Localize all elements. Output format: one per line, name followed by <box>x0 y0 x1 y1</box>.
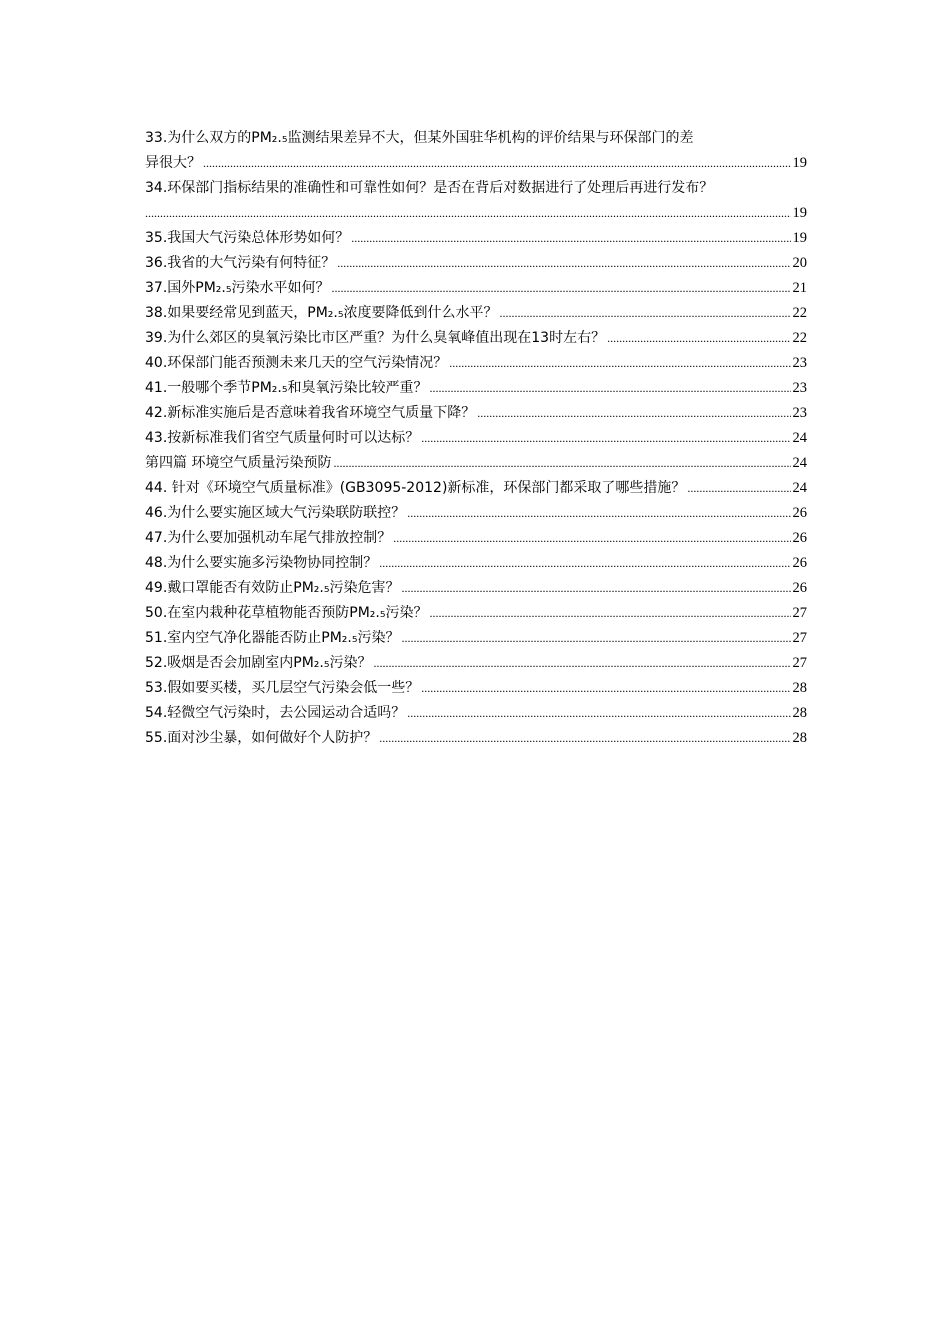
toc-entry-text: 39.为什么郊区的臭氧污染比市区严重？为什么臭氧峰值出现在13时左右？ <box>145 330 606 346</box>
toc-entry[interactable] <box>145 526 807 551</box>
toc-entry-text: 50.在室内栽种花草植物能否预防PM₂.₅污染？ <box>145 605 428 621</box>
toc-entry[interactable] <box>145 501 807 526</box>
toc-entry-text: 异很大？ <box>145 155 201 171</box>
page-number: 26 <box>792 555 807 571</box>
dot-leader <box>607 326 790 351</box>
dot-leader <box>333 451 790 476</box>
dot-leader <box>429 376 790 401</box>
toc-entry-text: 48.为什么要实施多污染物协同控制？ <box>145 555 378 571</box>
dot-leader <box>401 626 790 651</box>
page-number: 24 <box>792 455 807 471</box>
page-number: 23 <box>792 380 807 396</box>
toc-entry[interactable] <box>145 226 807 251</box>
dot-leader <box>421 676 790 701</box>
toc-entry-text: 第四篇 环境空气质量污染预防 <box>145 455 332 471</box>
page-number: 24 <box>792 480 807 496</box>
dot-leader <box>421 426 790 451</box>
dot-leader <box>407 501 790 526</box>
page-number: 19 <box>792 155 807 171</box>
page-number: 21 <box>792 280 807 296</box>
toc-entry[interactable] <box>145 701 807 726</box>
toc-entry-text: 55.面对沙尘暴，如何做好个人防护？ <box>145 730 378 746</box>
toc-entry[interactable] <box>145 276 807 301</box>
page-number: 26 <box>792 580 807 596</box>
toc-entry[interactable] <box>145 551 807 576</box>
toc-entry-text: 47.为什么要加强机动车尾气排放控制？ <box>145 530 392 546</box>
page-number: 23 <box>792 355 807 371</box>
toc-entry-text: 51.室内空气净化器能否防止PM₂.₅污染？ <box>145 630 400 646</box>
toc-entry-text: 54.轻微空气污染时，去公园运动合适吗？ <box>145 705 406 721</box>
toc-entry-text: 38.如果要经常见到蓝天，PM₂.₅浓度要降低到什么水平？ <box>145 305 498 321</box>
toc-entry-text: 40.环保部门能否预测未来几天的空气污染情况？ <box>145 355 448 371</box>
page-number: 19 <box>792 205 807 221</box>
toc-entry[interactable] <box>145 451 807 476</box>
toc-entry[interactable] <box>145 651 807 676</box>
toc-entry-text: 33.为什么双方的PM₂.₅监测结果差异不大，但某外国驻华机构的评价结果与环保部门的差 <box>145 130 694 146</box>
toc-entry[interactable] <box>145 301 807 326</box>
toc-entry-text: 34.环保部门指标结果的准确性和可靠性如何？是否在背后对数据进行了处理后再进行发布？ <box>145 180 714 196</box>
toc-entry[interactable] <box>145 676 807 701</box>
toc-entry-text: 43.按新标准我们省空气质量何时可以达标？ <box>145 430 420 446</box>
toc-entry[interactable] <box>145 726 807 751</box>
toc-entry[interactable] <box>145 376 807 401</box>
page-number: 27 <box>792 605 807 621</box>
page-number: 26 <box>792 530 807 546</box>
page-number: 28 <box>792 680 807 696</box>
toc-entry-text: 36.我省的大气污染有何特征？ <box>145 255 336 271</box>
dot-leader <box>449 351 790 376</box>
toc-entry-text: 41.一般哪个季节PM₂.₅和臭氧污染比较严重？ <box>145 380 428 396</box>
toc-entry[interactable] <box>145 126 807 176</box>
dot-leader <box>379 726 790 751</box>
page-number: 27 <box>792 630 807 646</box>
page-number: 19 <box>792 230 807 246</box>
page-number: 27 <box>792 655 807 671</box>
dot-leader <box>477 401 790 426</box>
page-number: 24 <box>792 430 807 446</box>
table-of-contents <box>145 126 807 751</box>
toc-entry-text: 46.为什么要实施区域大气污染联防联控？ <box>145 505 406 521</box>
page-number: 26 <box>792 505 807 521</box>
toc-entry[interactable] <box>145 576 807 601</box>
toc-entry[interactable] <box>145 401 807 426</box>
toc-entry[interactable] <box>145 601 807 626</box>
dot-leader <box>429 601 790 626</box>
dot-leader <box>337 251 790 276</box>
toc-entry-text: 53.假如要买楼，买几层空气污染会低一些？ <box>145 680 420 696</box>
dot-leader <box>687 476 790 501</box>
page-number: 22 <box>792 305 807 321</box>
page-number: 28 <box>792 730 807 746</box>
toc-entry-text: 44. 针对《环境空气质量标准》(GB3095-2012)新标准，环保部门都采取了哪些措施？ <box>145 480 686 496</box>
dot-leader <box>379 551 790 576</box>
toc-entry-text: 37.国外PM₂.₅污染水平如何？ <box>145 280 330 296</box>
dot-leader <box>331 276 790 301</box>
page-number: 20 <box>792 255 807 271</box>
dot-leader <box>203 151 791 176</box>
dot-leader <box>373 651 790 676</box>
page-number: 22 <box>792 330 807 346</box>
dot-leader <box>351 226 790 251</box>
toc-entry[interactable] <box>145 176 807 226</box>
dot-leader <box>407 701 790 726</box>
toc-entry-text: 42.新标准实施后是否意味着我省环境空气质量下降？ <box>145 405 476 421</box>
page-number: 28 <box>792 705 807 721</box>
dot-leader <box>401 576 790 601</box>
dot-leader <box>499 301 790 326</box>
toc-entry[interactable] <box>145 351 807 376</box>
toc-entry[interactable] <box>145 426 807 451</box>
toc-entry[interactable] <box>145 326 807 351</box>
toc-entry-text: 35.我国大气污染总体形势如何？ <box>145 230 350 246</box>
toc-entry[interactable] <box>145 251 807 276</box>
toc-entry-text: 52.吸烟是否会加剧室内PM₂.₅污染？ <box>145 655 372 671</box>
toc-entry[interactable] <box>145 476 807 501</box>
toc-entry-text: 49.戴口罩能否有效防止PM₂.₅污染危害？ <box>145 580 400 596</box>
toc-entry[interactable] <box>145 626 807 651</box>
dot-leader <box>145 201 791 226</box>
dot-leader <box>393 526 790 551</box>
page-number: 23 <box>792 405 807 421</box>
